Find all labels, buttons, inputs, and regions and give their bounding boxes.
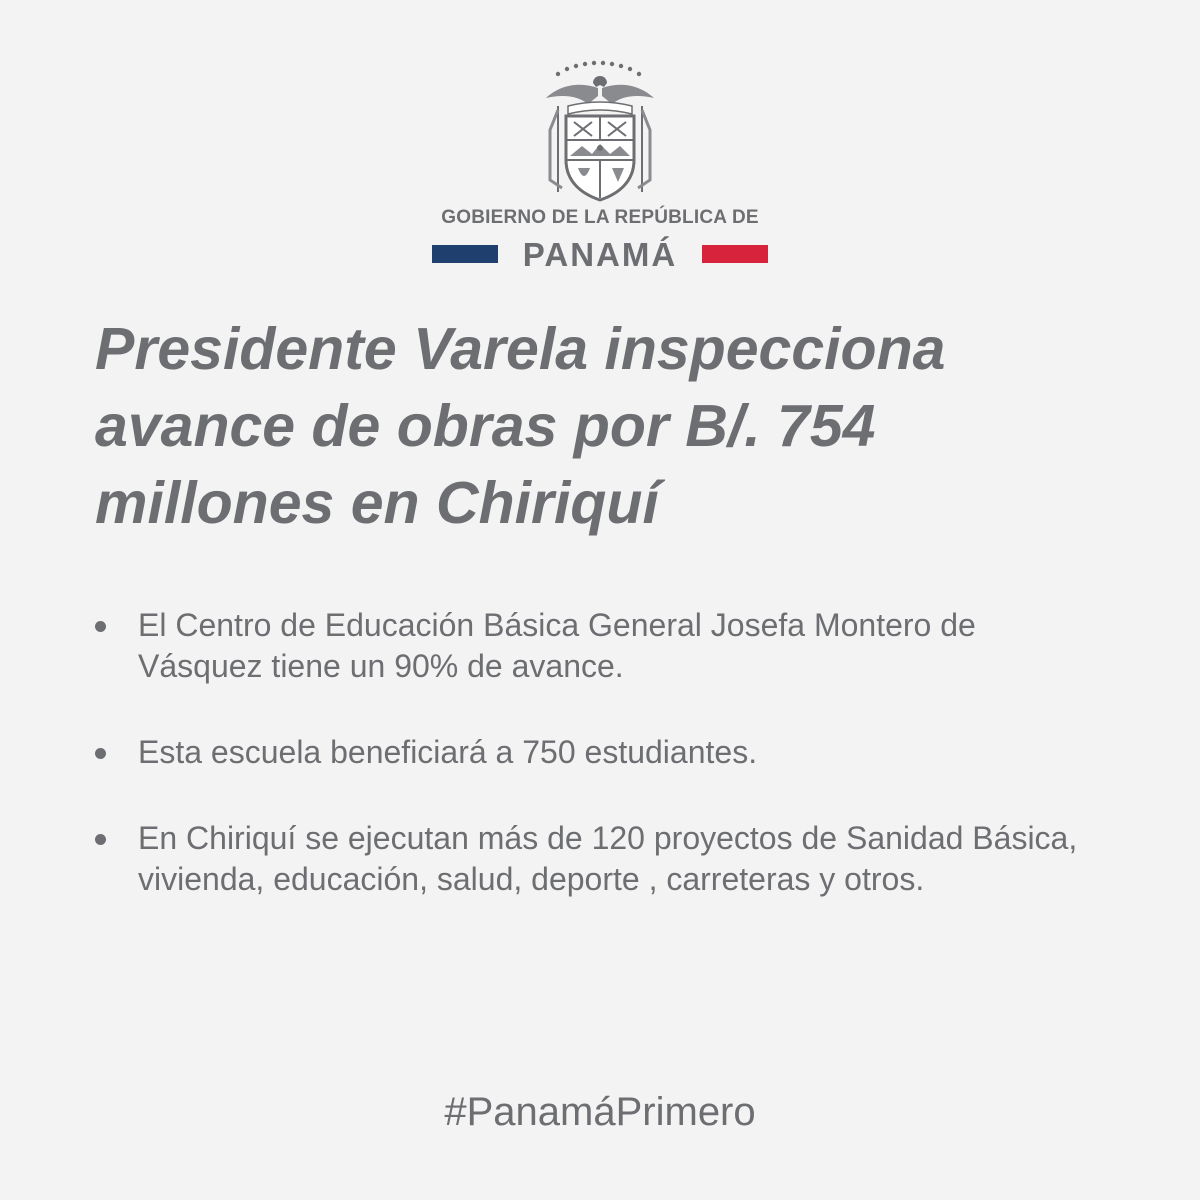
flag-stripe-red bbox=[702, 245, 768, 263]
bullet-dot-icon bbox=[95, 621, 106, 632]
bullet-text: El Centro de Educación Básica General Josefa Montero de Vásquez tiene un 90% de avance. bbox=[138, 607, 976, 684]
government-line: GOBIERNO DE LA REPÚBLICA DE bbox=[441, 207, 759, 228]
bullet-text: En Chiriquí se ejecutan más de 120 proyectos de Sanidad Básica, vivienda, educación, salud, deporte , carreteras y otros. bbox=[138, 820, 1078, 897]
list-item bbox=[95, 605, 1095, 687]
panama-coat-of-arms-icon bbox=[536, 60, 664, 208]
hashtag: #PanamáPrimero bbox=[444, 1090, 756, 1134]
country-name-row bbox=[432, 238, 768, 274]
country-name: PANAMÁ bbox=[522, 236, 678, 273]
bullet-list bbox=[95, 605, 1095, 900]
headline: Presidente Varela inspecciona avance de obras por B/. 754 millones en Chiriquí bbox=[95, 316, 946, 536]
flag-stripe-blue bbox=[432, 245, 498, 263]
bullet-text: Esta escuela beneficiará a 750 estudiantes. bbox=[138, 734, 758, 770]
list-item bbox=[95, 818, 1095, 900]
bullet-dot-icon bbox=[95, 748, 106, 759]
bullet-dot-icon bbox=[95, 834, 106, 845]
list-item bbox=[95, 732, 1095, 773]
